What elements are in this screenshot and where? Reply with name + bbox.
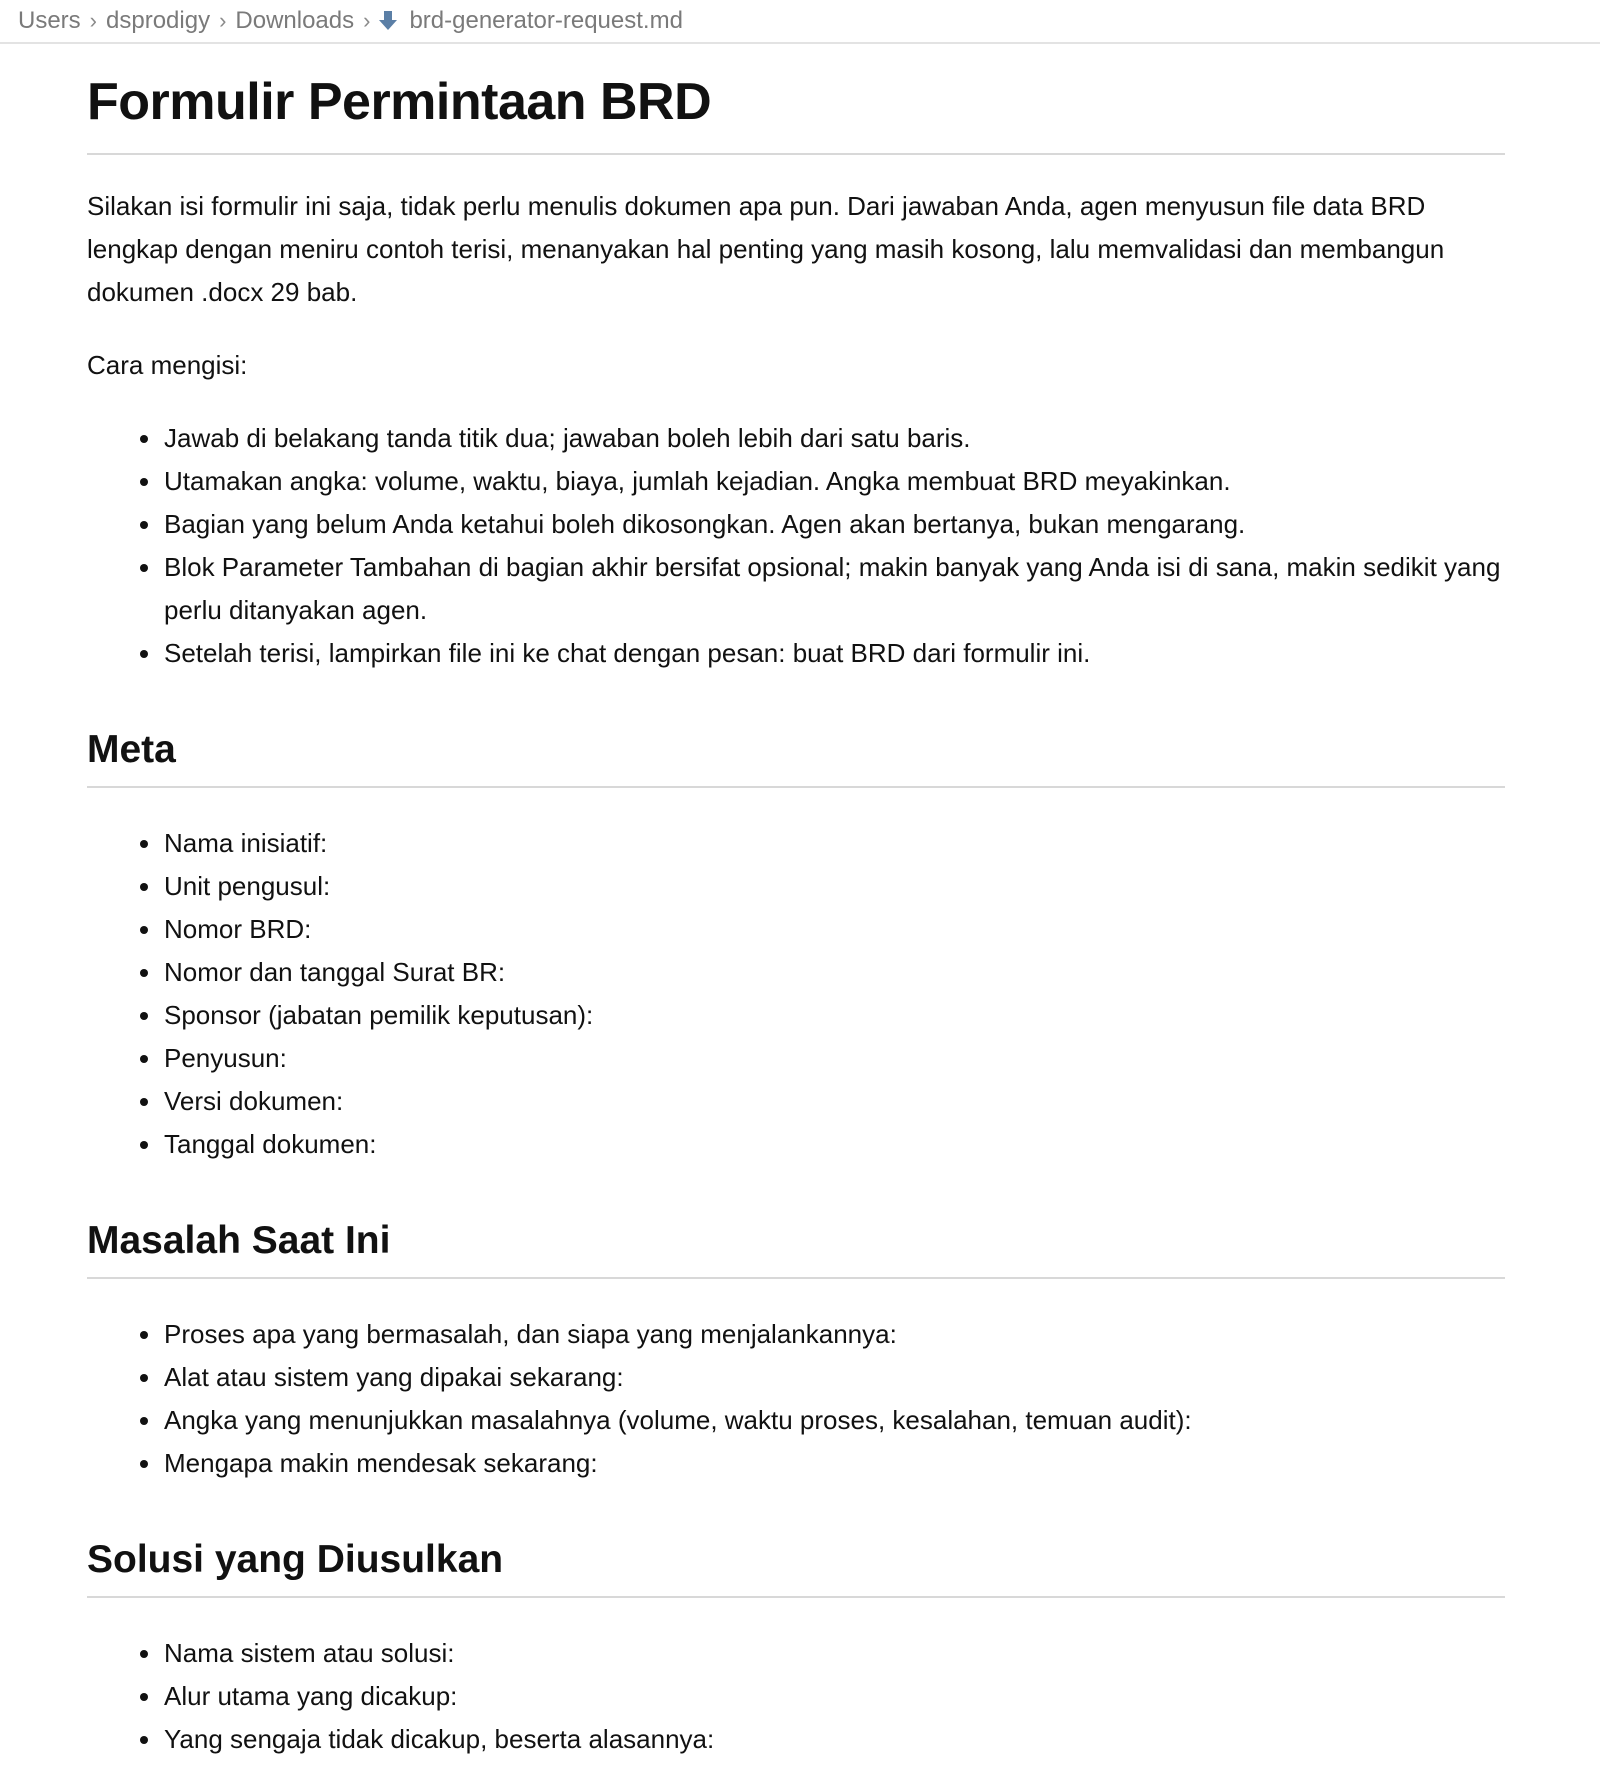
breadcrumb-current-file[interactable]: brd-generator-request.md bbox=[409, 7, 683, 34]
breadcrumb-item-downloads[interactable]: Downloads bbox=[235, 7, 355, 34]
list-item: Angka yang menunjukkan masalahnya (volume, waktu proses, kesalahan, temuan audit): bbox=[164, 1399, 1505, 1442]
list-item: Nomor BRD: bbox=[164, 908, 1505, 951]
list-item: Unit pengusul: bbox=[164, 865, 1505, 908]
list-item: Nama inisiatif: bbox=[164, 822, 1505, 865]
breadcrumb-item-dsprodigy[interactable]: dsprodigy bbox=[106, 7, 211, 34]
list-item: Nama sistem atau solusi: bbox=[164, 1632, 1505, 1675]
list-item: Proses apa yang bermasalah, dan siapa yang menjalankannya: bbox=[164, 1313, 1505, 1356]
list-item: Tanggal dokumen: bbox=[164, 1123, 1505, 1166]
list-item: Nomor dan tanggal Surat BR: bbox=[164, 951, 1505, 994]
list-item: Blok Parameter Tambahan di bagian akhir bersifat opsional; makin banyak yang Anda isi di sana, makin sedikit yang perlu ditanyakan agen. bbox=[164, 546, 1505, 632]
section-heading-solusi: Solusi yang Diusulkan bbox=[87, 1539, 1505, 1598]
list-item: Utamakan angka: volume, waktu, biaya, jumlah kejadian. Angka membuat BRD meyakinkan. bbox=[164, 460, 1505, 503]
how-to-list bbox=[87, 417, 1505, 675]
meta-list bbox=[87, 822, 1505, 1166]
page-title: Formulir Permintaan BRD bbox=[87, 74, 1505, 155]
chevron-right-icon: › bbox=[363, 8, 371, 33]
list-item: Yang sengaja tidak dicakup, beserta alasannya: bbox=[164, 1718, 1505, 1761]
solusi-list bbox=[87, 1632, 1505, 1761]
list-item: Mengapa makin mendesak sekarang: bbox=[164, 1442, 1505, 1485]
breadcrumb bbox=[0, 0, 1600, 44]
intro-paragraph: Silakan isi formulir ini saja, tidak perlu menulis dokumen apa pun. Dari jawaban Anda, agen menyusun file data BRD lengkap dengan meniru contoh terisi, menanyakan hal penting yang masih kosong, lalu memvalidasi dan membangun dokumen .docx 29 bab. bbox=[87, 191, 1445, 308]
markdown-preview bbox=[87, 44, 1505, 1761]
breadcrumb-item-users[interactable]: Users bbox=[18, 7, 81, 34]
markdown-download-icon bbox=[379, 11, 397, 31]
list-item: Setelah terisi, lampirkan file ini ke chat dengan pesan: buat BRD dari formulir ini. bbox=[164, 632, 1505, 675]
list-item: Alat atau sistem yang dipakai sekarang: bbox=[164, 1356, 1505, 1399]
chevron-right-icon: › bbox=[89, 8, 97, 33]
list-item: Versi dokumen: bbox=[164, 1080, 1505, 1123]
how-to-label: Cara mengisi: bbox=[87, 350, 248, 381]
masalah-list bbox=[87, 1313, 1505, 1485]
list-item: Bagian yang belum Anda ketahui boleh dikosongkan. Agen akan bertanya, bukan mengarang. bbox=[164, 503, 1505, 546]
section-heading-masalah: Masalah Saat Ini bbox=[87, 1220, 1505, 1279]
chevron-right-icon: › bbox=[219, 8, 227, 33]
list-item: Penyusun: bbox=[164, 1037, 1505, 1080]
list-item: Jawab di belakang tanda titik dua; jawaban boleh lebih dari satu baris. bbox=[164, 417, 1505, 460]
section-heading-meta: Meta bbox=[87, 729, 1505, 788]
list-item: Sponsor (jabatan pemilik keputusan): bbox=[164, 994, 1505, 1037]
list-item: Alur utama yang dicakup: bbox=[164, 1675, 1505, 1718]
